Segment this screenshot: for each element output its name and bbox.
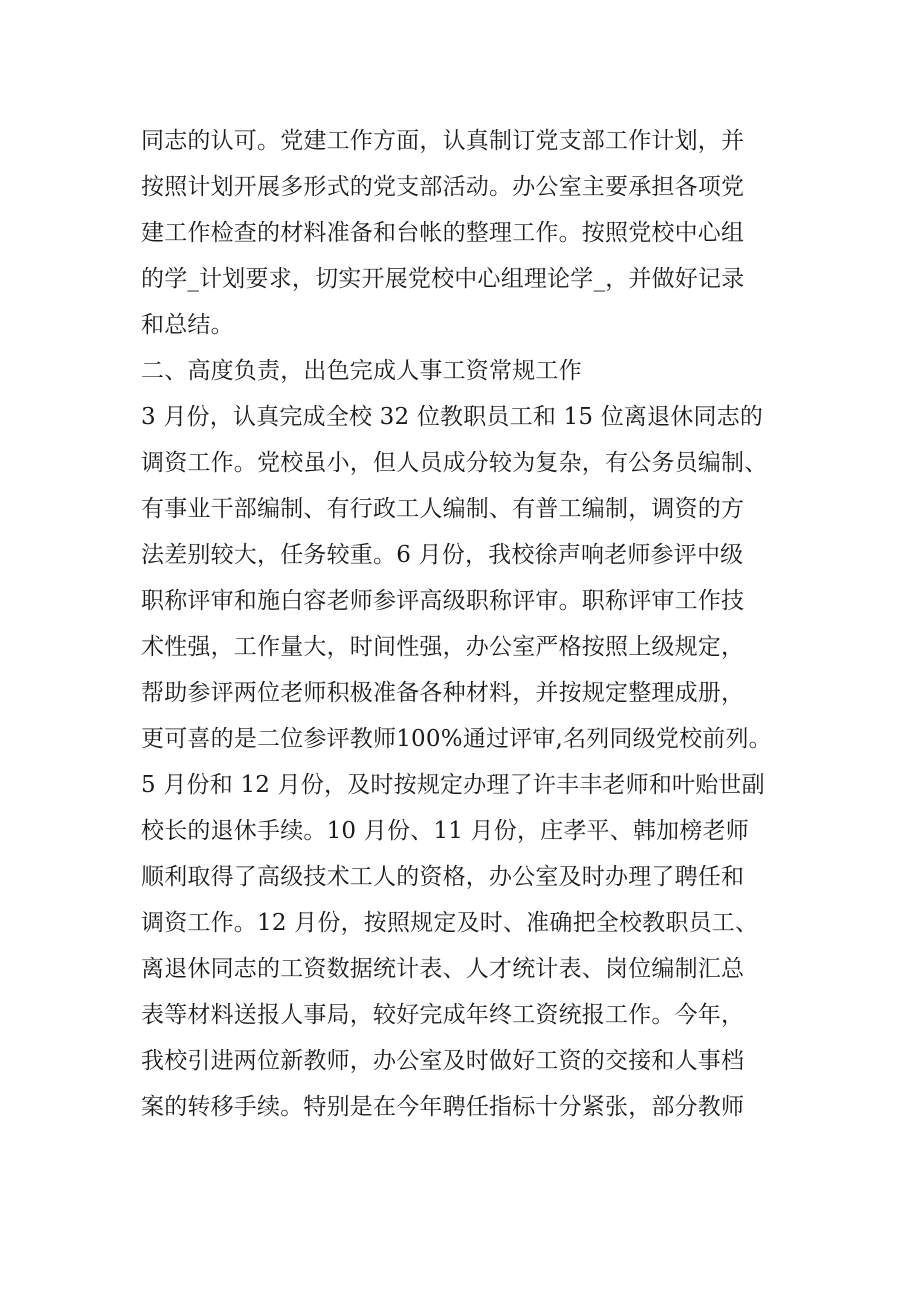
text-line: 按照计划开展多形式的党支部活动。办公室主要承担各项党: [141, 174, 745, 200]
text-line: 职称评审和施白容老师参评高级职称评审。职称评审工作技: [141, 588, 745, 614]
text-line: 同志的认可。党建工作方面，认真制订党支部工作计划，并: [141, 128, 745, 154]
text-line: 有事业干部编制、有行政工人编制、有普工编制，调资的方: [141, 496, 745, 522]
section-heading: 二、高度负责，出色完成人事工资常规工作: [141, 358, 582, 384]
text-line: 案的转移手续。特别是在今年聘任指标十分紧张，部分教师: [141, 1094, 745, 1120]
text-line: 顺利取得了高级技术工人的资格，办公室及时办理了聘任和: [141, 864, 745, 890]
text-line: 的学_计划要求，切实开展党校中心组理论学_，并做好记录: [141, 266, 745, 292]
text-line: 术性强，工作量大，时间性强，办公室严格按照上级规定，: [141, 634, 745, 660]
text-line: 建工作检查的材料准备和台帐的整理工作。按照党校中心组: [141, 220, 745, 246]
text-line: 帮助参评两位老师积极准备各种材料，并按规定整理成册，: [141, 680, 745, 706]
text-line: 5 月份和 12 月份，及时按规定办理了许丰丰老师和叶贻世副: [141, 772, 765, 798]
text-line: 校长的退休手续。10 月份、11 月份，庄孝平、韩加榜老师: [141, 818, 749, 844]
text-line: 调资工作。党校虽小，但人员成分较为复杂，有公务员编制、: [141, 450, 768, 476]
text-line: 和总结。: [141, 312, 234, 338]
document-body: [141, 118, 801, 1130]
text-line: 离退休同志的工资数据统计表、人才统计表、岗位编制汇总: [141, 956, 745, 982]
text-line: 调资工作。12 月份，按照规定及时、准确把全校教职员工、: [141, 910, 759, 936]
text-line: 我校引进两位新教师，办公室及时做好工资的交接和人事档: [141, 1048, 745, 1074]
text-line: 更可喜的是二位参评教师100%通过评审,名列同级党校前列。: [141, 726, 772, 752]
text-line: 3 月份，认真完成全校 32 位教职员工和 15 位离退休同志的: [141, 404, 764, 430]
text-line: 表等材料送报人事局，较好完成年终工资统报工作。今年，: [141, 1002, 745, 1028]
text-line: 法差别较大，任务较重。6 月份，我校徐声响老师参评中级: [141, 542, 744, 568]
